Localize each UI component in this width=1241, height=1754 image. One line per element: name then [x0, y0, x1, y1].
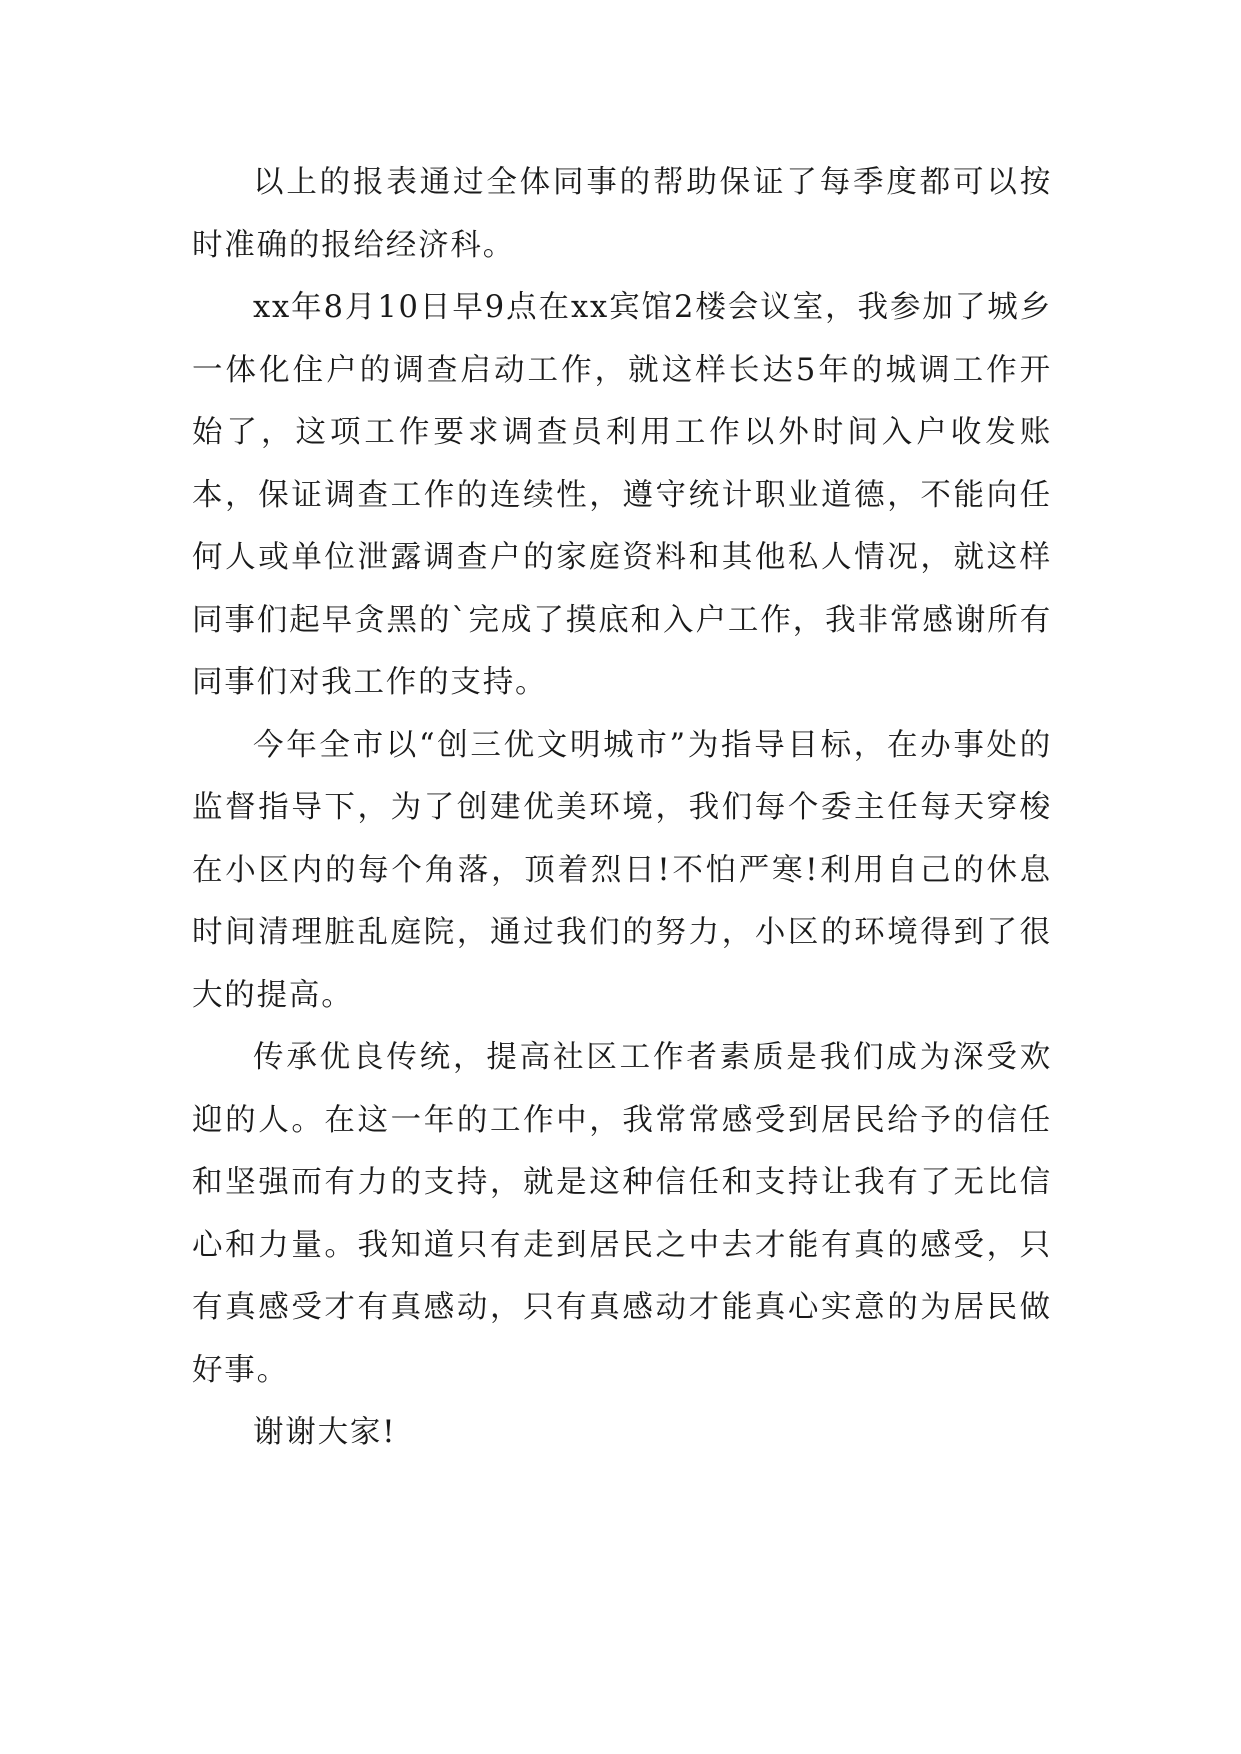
- paragraph-urban-survey: xx年8月10日早9点在xx宾馆2楼会议室，我参加了城乡一体化住户的调查启动工作，就这样长达5年的城调工作开始了，这项工作要求调查员利用工作以外时间入户收发账本，保证调查工作的连续性，遵守统计职业道德，不能向任何人或单位泄露调查户的家庭资料和其他私人情况，就这样同事们起早贪黑的`完成了摸底和入户工作，我非常感谢所有同事们对我工作的支持。: [192, 290, 1052, 700]
- document-body: [192, 152, 1052, 1465]
- paragraph-thanks: 谢谢大家!: [253, 1415, 397, 1450]
- paragraph-civilized-city: 今年全市以“创三优文明城市”为指导目标，在办事处的监督指导下，为了创建优美环境，我们每个委主任每天穿梭在小区内的每个角落，顶着烈日!不怕严寒!利用自己的休息时间清理脏乱庭院，通过我们的努力，小区的环境得到了很大的提高。: [192, 727, 1052, 1013]
- paragraph-reports: 以上的报表通过全体同事的帮助保证了每季度都可以按时准确的报给经济科。: [192, 165, 1052, 263]
- paragraph-tradition: 传承优良传统，提高社区工作者素质是我们成为深受欢迎的人。在这一年的工作中，我常常感受到居民给予的信任和坚强而有力的支持，就是这种信任和支持让我有了无比信心和力量。我知道只有走到居民之中去才能有真的感受，只有真感受才有真感动，只有真感动才能真心实意的为居民做好事。: [192, 1040, 1052, 1388]
